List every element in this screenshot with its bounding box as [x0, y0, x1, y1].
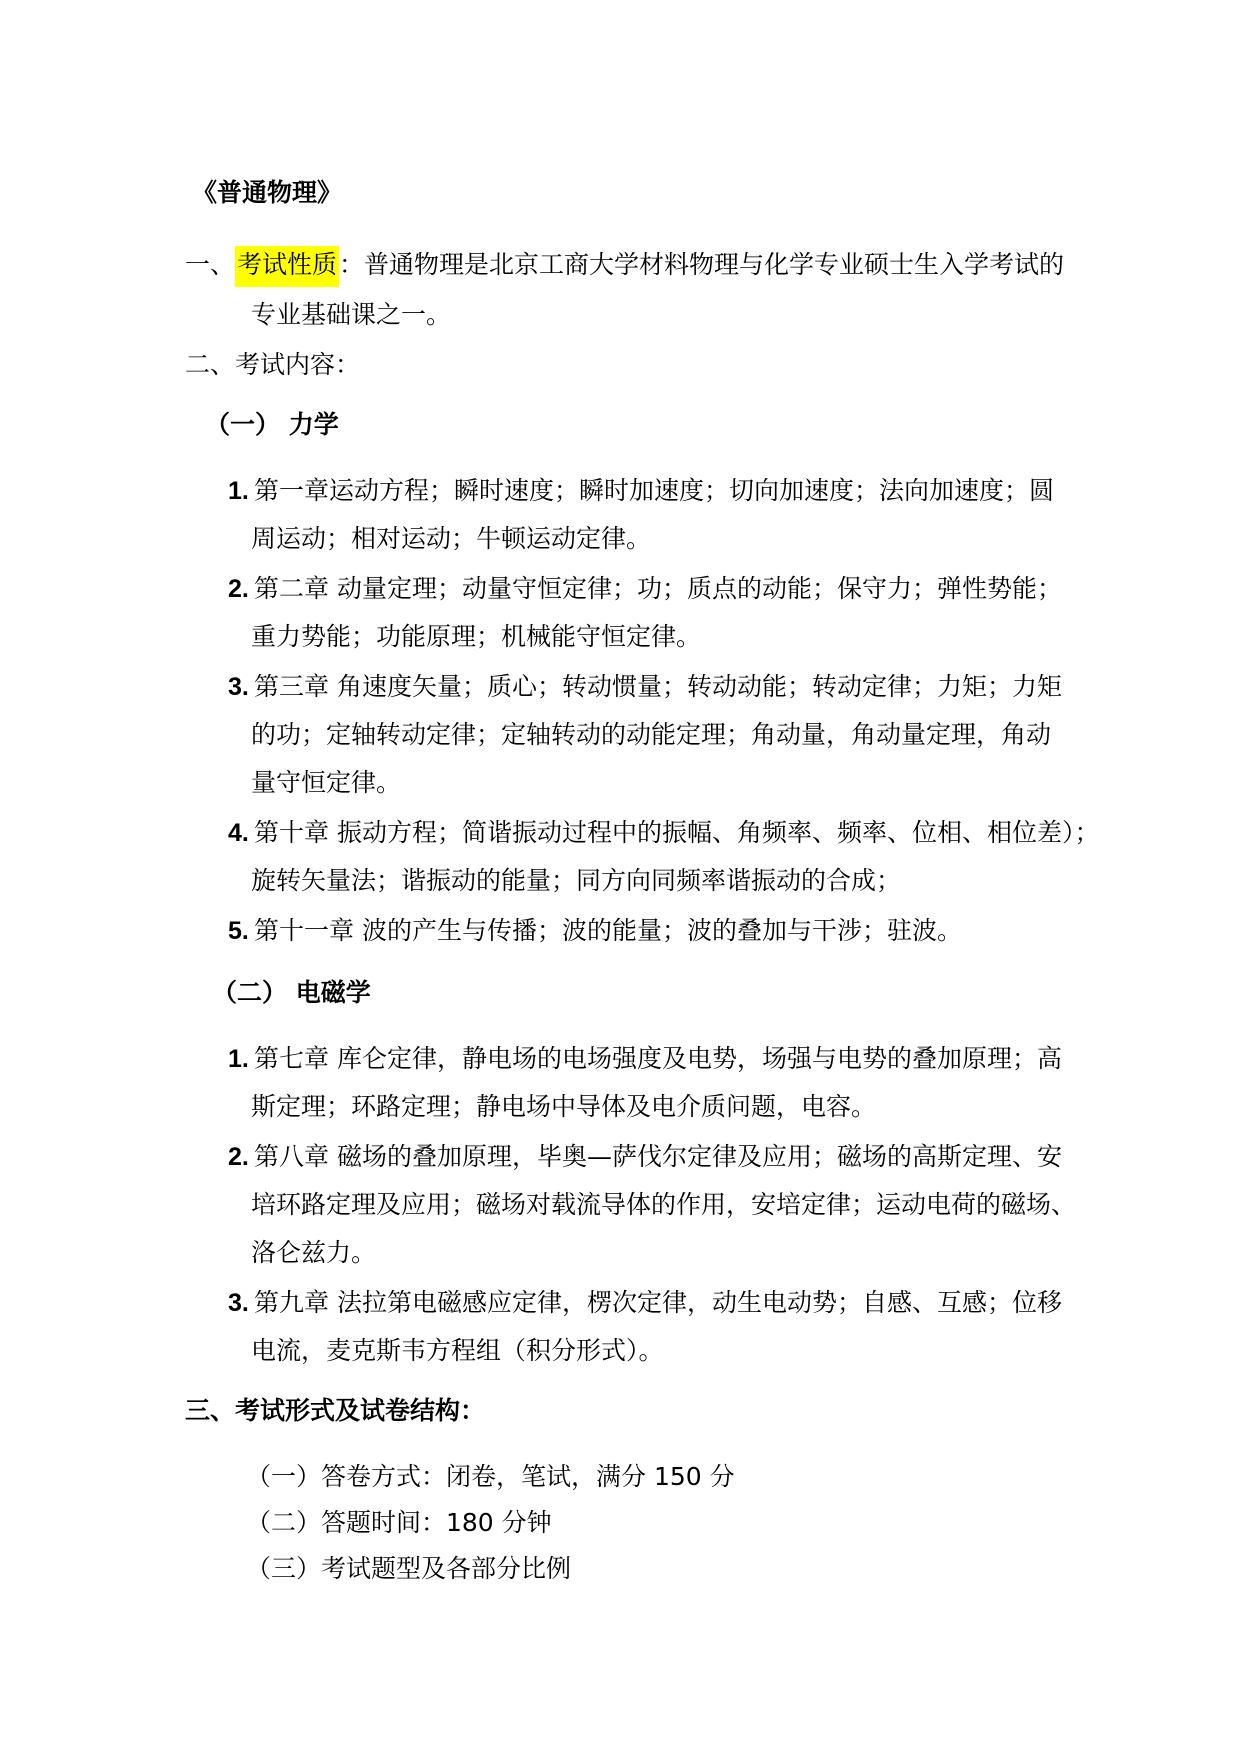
list-item-text: 第二章 动量定理；动量守恒定律；功；质点的动能；保守力；弹性势能；	[254, 574, 1062, 603]
section-3-heading: 三、考试形式及试卷结构：	[185, 1396, 486, 1425]
mechanics-item-3-cont-2: 量守恒定律。	[251, 768, 402, 797]
section-1-number: 一、	[185, 250, 236, 279]
exam-format-item-3: （三）考试题型及各部分比例	[246, 1554, 572, 1583]
em-item-1-cont: 斯定理；环路定理；静电场中导体及电介质问题，电容。	[251, 1092, 877, 1121]
list-item-text: 第三章 角速度矢量；质心；转动惯量；转动动能；转动定律；力矩；力矩	[254, 672, 1062, 701]
section-1-text-2: 专业基础课之一。	[251, 300, 452, 329]
section-1-colon: ：	[339, 250, 365, 279]
list-item-number: 5.	[228, 917, 249, 945]
list-item-number: 1.	[228, 1045, 249, 1073]
list-item-text: 第十章 振动方程；简谐振动过程中的振幅、角频率、频率、位相、相位差）；	[254, 818, 1100, 847]
list-item-text: 第十一章 波的产生与传播；波的能量；波的叠加与干涉；驻波。	[254, 916, 962, 945]
em-item-1	[228, 1042, 1062, 1076]
subsection-mechanics-heading: （一） 力学	[205, 410, 339, 439]
list-item-number: 3.	[228, 1289, 249, 1317]
exam-format-item-2: （二）答题时间：180 分钟	[246, 1508, 552, 1537]
em-item-3-cont: 电流，麦克斯韦方程组（积分形式）。	[251, 1336, 664, 1365]
list-item-number: 1.	[228, 477, 249, 505]
subsection-electromagnetism-heading: （二） 电磁学	[212, 978, 371, 1007]
list-item-text: 第八章 磁场的叠加原理，毕奥—萨伐尔定律及应用；磁场的高斯定理、安	[254, 1142, 1062, 1171]
em-item-3	[228, 1286, 1062, 1320]
mechanics-item-4	[228, 816, 1099, 850]
section-1-text-1: 普通物理是北京工商大学材料物理与化学专业硕士生入学考试的	[364, 250, 1065, 279]
list-item-number: 2.	[228, 575, 249, 603]
list-item-text: 第七章 库仑定律，静电场的电场强度及电势，场强与电势的叠加原理；高	[254, 1044, 1062, 1073]
section-2-heading: 二、考试内容：	[185, 350, 361, 379]
list-item-number: 3.	[228, 673, 249, 701]
section-1-highlighted-label: 考试性质	[235, 246, 339, 287]
em-item-2-cont-2: 洛仑兹力。	[251, 1238, 377, 1267]
list-item-text: 第九章 法拉第电磁感应定律，楞次定律，动生电动势；自感、互感；位移	[254, 1288, 1062, 1317]
mechanics-item-3	[228, 670, 1062, 704]
em-item-2	[228, 1140, 1062, 1174]
mechanics-item-2	[228, 572, 1062, 606]
document-title: 《普通物理》	[192, 178, 343, 207]
list-item-number: 2.	[228, 1143, 249, 1171]
list-item-text: 第一章运动方程；瞬时速度；瞬时加速度；切向加速度；法向加速度；圆	[254, 476, 1055, 505]
exam-format-item-1: （一）答卷方式：闭卷，笔试，满分 150 分	[246, 1462, 735, 1491]
list-item-number: 4.	[228, 819, 249, 847]
mechanics-item-3-cont-1: 的功；定轴转动定律；定轴转动的动能定理；角动量，角动量定理，角动	[251, 720, 1052, 749]
mechanics-item-2-cont: 重力势能；功能原理；机械能守恒定律。	[251, 622, 702, 651]
section-1-line-1	[185, 248, 1064, 282]
mechanics-item-1	[228, 474, 1054, 508]
mechanics-item-1-cont: 周运动；相对运动；牛顿运动定律。	[251, 524, 652, 553]
mechanics-item-5	[228, 914, 962, 948]
mechanics-item-4-cont: 旋转矢量法；谐振动的能量；同方向同频率谐振动的合成；	[251, 866, 902, 895]
em-item-2-cont-1: 培环路定理及应用；磁场对载流导体的作用，安培定律；运动电荷的磁场、	[251, 1190, 1077, 1219]
